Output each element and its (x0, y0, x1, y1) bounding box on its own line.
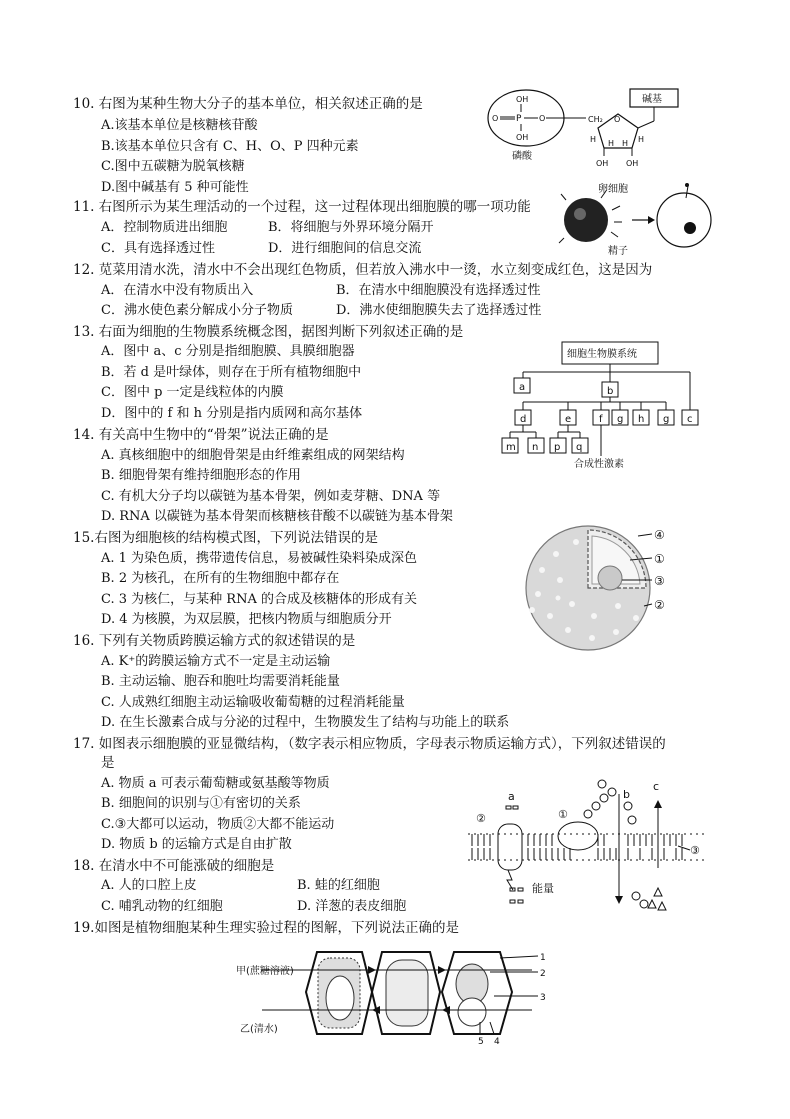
oh-c2: OH (626, 159, 639, 168)
oh-c3: OH (596, 159, 609, 168)
glycoprotein (558, 822, 598, 850)
q14-option-c: C. 有机大分子均以碳链为基本骨架，例如麦芽糖、DNA 等 (101, 489, 441, 504)
q17-option-d: D. 物质 b 的运输方式是自由扩散 (101, 837, 292, 852)
q17-option-c: C.③大都可以运动，物质②大都不能运动 (101, 817, 335, 832)
nucleus-figure (512, 520, 702, 650)
hormone-label: 合成性激素 (574, 459, 624, 470)
q13-option-a: A．图中 a、c 分别是指细胞膜、具膜细胞器 (101, 344, 355, 359)
label-a: a (519, 382, 526, 393)
o-left: O (492, 114, 499, 123)
carrier-protein (498, 824, 522, 870)
fertilization-figure (556, 180, 726, 256)
q12-option-b: B．在清水中细胞膜没有选择透过性 (336, 283, 541, 298)
q13-stem: 13. 右面为细胞的生物膜系统概念图，据图判断下列叙述正确的是 (73, 324, 464, 340)
base-label: 碱基 (642, 94, 662, 105)
q16-option-a: A. K⁺的跨膜运输方式不一定是主动运输 (101, 654, 331, 669)
label-2: ② (654, 598, 665, 612)
sperm-label: 精子 (608, 246, 628, 257)
label-5: 5 (478, 1037, 484, 1047)
q15-option-a: A. 1 为染色质，携带遗传信息，易被碱性染料染成深色 (101, 551, 418, 566)
q15-stem: 15.右图为细胞核的结构模式图，下列说法错误的是 (73, 530, 378, 546)
label-p: p (554, 442, 561, 453)
q16-option-b: B. 主动运输、胞吞和胞吐均需要消耗能量 (101, 674, 340, 689)
plasmolysis-figure (232, 946, 562, 1046)
h-right: H (638, 135, 645, 144)
h-left: H (590, 135, 597, 144)
q19-stem: 19.如图是植物细胞某种生理实验过程的图解，下列说法正确的是 (73, 920, 459, 936)
substance-c (648, 888, 666, 910)
q18-option-b: B. 蛙的红细胞 (297, 878, 380, 893)
q18-stem: 18. 在清水中不可能涨破的细胞是 (73, 858, 275, 874)
energy-label: 能量 (532, 882, 554, 895)
label-3: ③ (654, 574, 665, 588)
label-2: 2 (540, 969, 546, 979)
p-atom: P (516, 114, 522, 124)
q14-option-a: A. 真核细胞中的细胞骨架是由纤维素组成的网架结构 (101, 448, 405, 463)
q10-option-a: A.该基本单位是核糖核苷酸 (101, 118, 258, 133)
q10-stem: 10. 右图为某种生物大分子的基本单位，相关叙述正确的是 (73, 96, 423, 112)
q17-option-b: B. 细胞间的识别与①有密切的关系 (101, 796, 301, 811)
q11-option-b: B．将细胞与外界环境分隔开 (268, 220, 434, 235)
h-inner-right: H (622, 139, 629, 148)
label-1: ① (558, 808, 568, 821)
ring-oxygen: O (614, 115, 621, 124)
q13-option-b: B．若 d 是叶绿体，则存在于所有植物细胞中 (101, 365, 362, 380)
substance-a (506, 806, 523, 903)
q14-option-d: D. RNA 以碳链为基本骨架而核糖核苷酸不以碳链为基本骨架 (101, 509, 453, 524)
q15-option-b: B. 2 为核孔，在所有的生物细胞中都存在 (101, 571, 340, 586)
label-q: q (576, 442, 583, 453)
egg-label: 卵细胞 (598, 184, 628, 195)
solution-a-label: 甲(蔗糖溶液) (236, 966, 294, 977)
label-3: 3 (540, 993, 546, 1003)
label-b: b (607, 386, 614, 397)
q16-stem: 16. 下列有关物质跨膜运输方式的叙述错误的是 (73, 633, 356, 649)
label-m: m (506, 442, 516, 453)
oh-bottom: OH (516, 133, 529, 142)
zygote-cell (657, 193, 711, 247)
q11-option-c: C．具有选择透过性 (101, 241, 215, 256)
q11-option-d: D．进行细胞间的信息交流 (268, 241, 422, 256)
ch2-group: CH₂ (588, 115, 603, 124)
q10-option-c: C.图中五碳糖为脱氧核糖 (101, 159, 245, 174)
h-inner-left: H (608, 139, 615, 148)
label-g: g (617, 414, 624, 425)
q16-option-c: C. 人成熟红细胞主动运输吸收葡萄糖的过程消耗能量 (101, 695, 405, 710)
label-d: d (520, 414, 527, 425)
egg-cell (564, 198, 608, 242)
q13-option-c: C．图中 p 一定是线粒体的内膜 (101, 385, 284, 400)
q12-option-d: D．沸水使细胞膜失去了选择透过性 (336, 303, 542, 318)
nucleolus (598, 566, 622, 590)
label-4: 4 (494, 1037, 500, 1047)
q17-stem-cont: 是 (101, 755, 115, 771)
label-h: h (638, 414, 645, 425)
phosphate-label: 磷酸 (512, 151, 532, 162)
membrane-system-diagram (496, 338, 716, 470)
q15-option-c: C. 3 为核仁，与某种 RNA 的合成及核糖体的形成有关 (101, 592, 417, 607)
solution-b-label: 乙(清水) (240, 1024, 278, 1035)
glycocalyx-chain (584, 780, 648, 908)
nucleotide-figure (486, 86, 686, 178)
q14-option-b: B. 细胞骨架有维持细胞形态的作用 (101, 468, 301, 483)
label-2: ② (476, 812, 486, 825)
q18-option-d: D. 洋葱的表皮细胞 (297, 899, 407, 914)
q10-option-b: B.该基本单位只含有 C、H、O、P 四种元素 (101, 139, 359, 154)
label-1: ① (654, 552, 665, 566)
q12-stem: 12. 苋菜用清水洗，清水中不会出现红色物质，但若放入沸水中一烫，水立刻变成红色，这是因为 (73, 262, 653, 278)
q15-option-d: D. 4 为核膜，为双层膜，把核内物质与细胞质分开 (101, 612, 392, 627)
q12-option-c: C．沸水使色素分解成小分子物质 (101, 303, 293, 318)
root-label: 细胞生物膜系统 (567, 349, 637, 360)
q18-option-c: C. 哺乳动物的红细胞 (101, 899, 223, 914)
q16-option-d: D. 在生长激素合成与分泌的过程中，生物膜发生了结构与功能上的联系 (101, 715, 510, 730)
label-g2: g (663, 414, 670, 425)
label-3: ③ (690, 844, 700, 857)
q12-option-a: A．在清水中没有物质出入 (101, 283, 254, 298)
q13-option-d: D．图中的 f 和 h 分别是指内质网和高尔基体 (101, 406, 363, 421)
q17-option-a: A. 物质 a 可表示葡萄糖或氨基酸等物质 (101, 776, 330, 791)
label-c: c (653, 780, 660, 793)
label-n: n (532, 442, 539, 453)
label-f: f (599, 414, 603, 425)
label-e: e (565, 414, 572, 425)
label-c: c (687, 414, 693, 425)
cell-membrane-figure (468, 776, 713, 916)
q11-option-a: A．控制物质进出细胞 (101, 220, 228, 235)
oh-top: OH (516, 95, 529, 104)
q11-stem: 11. 右图所示为某生理活动的一个过程，这一过程体现出细胞膜的哪一项功能 (73, 199, 531, 215)
q10-option-d: D.图中碱基有 5 种可能性 (101, 180, 249, 195)
arrow-right-icon (648, 216, 655, 224)
q14-stem: 14. 有关高中生物中的“骨架”说法正确的是 (73, 427, 329, 443)
label-1: 1 (540, 953, 546, 963)
q17-stem: 17. 如图表示细胞膜的亚显微结构，（数字表示相应物质，字母表示物质运输方式），下列叙述错误的 (73, 736, 666, 752)
o-right: O (539, 114, 546, 123)
q18-option-a: A. 人的口腔上皮 (101, 878, 197, 893)
label-4: ④ (654, 528, 665, 542)
label-b: b (623, 788, 630, 801)
label-a: a (508, 790, 515, 803)
